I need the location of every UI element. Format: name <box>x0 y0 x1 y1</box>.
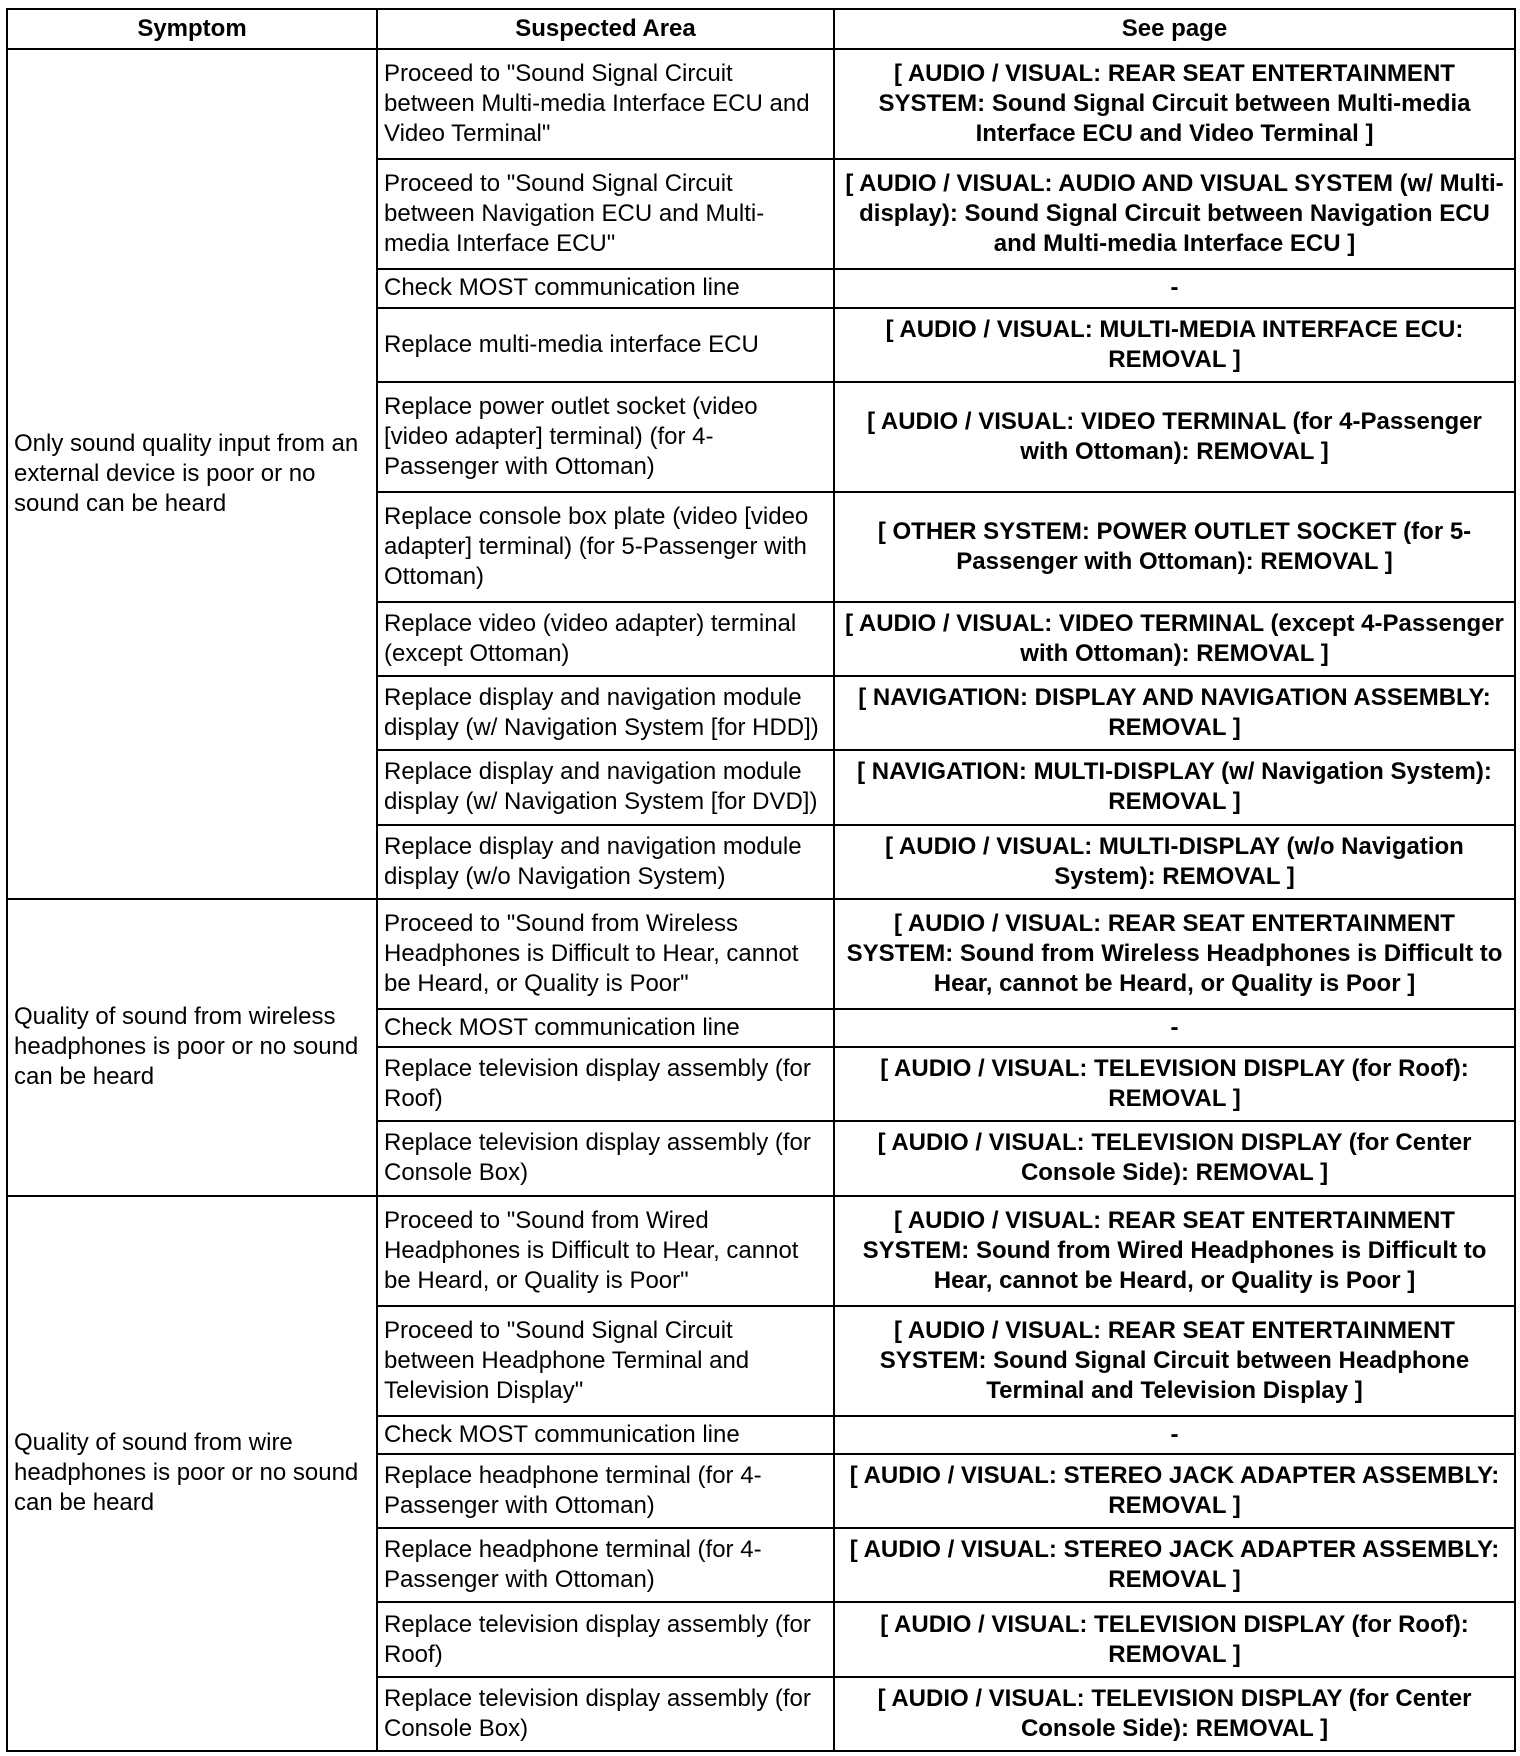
suspected-area-cell: Replace video (video adapter) terminal (except Ottoman) <box>377 602 834 676</box>
symptom-cell: Quality of sound from wire headphones is poor or no sound can be heard <box>7 1196 377 1751</box>
see-page-cell: [ AUDIO / VISUAL: TELEVISION DISPLAY (for Center Console Side): REMOVAL ] <box>834 1677 1515 1751</box>
see-page-cell: [ AUDIO / VISUAL: VIDEO TERMINAL (except 4-Passenger with Ottoman): REMOVAL ] <box>834 602 1515 676</box>
header-symptom: Symptom <box>7 9 377 49</box>
table-row <box>7 899 1515 1009</box>
suspected-area-cell: Replace display and navigation module display (w/o Navigation System) <box>377 825 834 899</box>
see-page-cell: [ AUDIO / VISUAL: MULTI-DISPLAY (w/o Navigation System): REMOVAL ] <box>834 825 1515 899</box>
see-page-cell: [ AUDIO / VISUAL: VIDEO TERMINAL (for 4-Passenger with Ottoman): REMOVAL ] <box>834 382 1515 492</box>
suspected-area-cell: Proceed to "Sound Signal Circuit between Multi-media Interface ECU and Video Terminal" <box>377 49 834 159</box>
suspected-area-cell: Replace television display assembly (for Roof) <box>377 1602 834 1676</box>
suspected-area-cell: Check MOST communication line <box>377 1416 834 1454</box>
suspected-area-cell: Replace power outlet socket (video [video adapter] terminal) (for 4-Passenger with Ottoman) <box>377 382 834 492</box>
suspected-area-cell: Check MOST communication line <box>377 269 834 307</box>
suspected-area-cell: Replace headphone terminal (for 4-Passenger with Ottoman) <box>377 1454 834 1528</box>
see-page-cell: [ AUDIO / VISUAL: TELEVISION DISPLAY (for Roof): REMOVAL ] <box>834 1047 1515 1121</box>
see-page-cell: [ NAVIGATION: DISPLAY AND NAVIGATION ASSEMBLY: REMOVAL ] <box>834 676 1515 750</box>
see-page-cell: [ AUDIO / VISUAL: MULTI-MEDIA INTERFACE ECU: REMOVAL ] <box>834 308 1515 382</box>
see-page-cell: [ AUDIO / VISUAL: TELEVISION DISPLAY (for Center Console Side): REMOVAL ] <box>834 1121 1515 1195</box>
see-page-cell: [ AUDIO / VISUAL: REAR SEAT ENTERTAINMENT SYSTEM: Sound from Wireless Headphones is Difficult to Hear, cannot be Heard, or Quality is Poor ] <box>834 899 1515 1009</box>
header-suspected-area: Suspected Area <box>377 9 834 49</box>
see-page-cell: [ OTHER SYSTEM: POWER OUTLET SOCKET (for 5-Passenger with Ottoman): REMOVAL ] <box>834 492 1515 602</box>
header-row <box>7 9 1515 49</box>
see-page-cell: - <box>834 269 1515 307</box>
see-page-cell: [ AUDIO / VISUAL: STEREO JACK ADAPTER ASSEMBLY: REMOVAL ] <box>834 1454 1515 1528</box>
suspected-area-cell: Proceed to "Sound Signal Circuit between Navigation ECU and Multi-media Interface ECU" <box>377 159 834 269</box>
see-page-cell: [ AUDIO / VISUAL: REAR SEAT ENTERTAINMENT SYSTEM: Sound from Wired Headphones is Difficult to Hear, cannot be Heard, or Quality is Poor ] <box>834 1196 1515 1306</box>
see-page-cell: [ AUDIO / VISUAL: STEREO JACK ADAPTER ASSEMBLY: REMOVAL ] <box>834 1528 1515 1602</box>
see-page-cell: [ AUDIO / VISUAL: AUDIO AND VISUAL SYSTEM (w/ Multi-display): Sound Signal Circuit between Navigation ECU and Multi-media Interface ECU ] <box>834 159 1515 269</box>
see-page-cell: [ AUDIO / VISUAL: REAR SEAT ENTERTAINMENT SYSTEM: Sound Signal Circuit between Headphone Terminal and Television Display ] <box>834 1306 1515 1416</box>
see-page-cell: - <box>834 1009 1515 1047</box>
suspected-area-cell: Replace display and navigation module display (w/ Navigation System [for HDD]) <box>377 676 834 750</box>
suspected-area-cell: Proceed to "Sound Signal Circuit between Headphone Terminal and Television Display" <box>377 1306 834 1416</box>
table-row <box>7 1196 1515 1306</box>
table-row <box>7 49 1515 159</box>
suspected-area-cell: Replace multi-media interface ECU <box>377 308 834 382</box>
suspected-area-cell: Proceed to "Sound from Wireless Headphones is Difficult to Hear, cannot be Heard, or Quality is Poor" <box>377 899 834 1009</box>
suspected-area-cell: Replace television display assembly (for Console Box) <box>377 1677 834 1751</box>
see-page-cell: [ AUDIO / VISUAL: REAR SEAT ENTERTAINMENT SYSTEM: Sound Signal Circuit between Multi-media Interface ECU and Video Terminal ] <box>834 49 1515 159</box>
symptom-cell: Quality of sound from wireless headphones is poor or no sound can be heard <box>7 899 377 1196</box>
suspected-area-cell: Replace console box plate (video [video adapter] terminal) (for 5-Passenger with Ottoman) <box>377 492 834 602</box>
trouble-table <box>6 8 1516 1752</box>
see-page-cell: [ NAVIGATION: MULTI-DISPLAY (w/ Navigation System): REMOVAL ] <box>834 750 1515 824</box>
suspected-area-cell: Replace display and navigation module display (w/ Navigation System [for DVD]) <box>377 750 834 824</box>
see-page-cell: - <box>834 1416 1515 1454</box>
suspected-area-cell: Replace television display assembly (for Roof) <box>377 1047 834 1121</box>
suspected-area-cell: Replace headphone terminal (for 4-Passenger with Ottoman) <box>377 1528 834 1602</box>
symptom-cell: Only sound quality input from an external device is poor or no sound can be heard <box>7 49 377 899</box>
suspected-area-cell: Proceed to "Sound from Wired Headphones is Difficult to Hear, cannot be Heard, or Quality is Poor" <box>377 1196 834 1306</box>
see-page-cell: [ AUDIO / VISUAL: TELEVISION DISPLAY (for Roof): REMOVAL ] <box>834 1602 1515 1676</box>
suspected-area-cell: Check MOST communication line <box>377 1009 834 1047</box>
header-see-page: See page <box>834 9 1515 49</box>
suspected-area-cell: Replace television display assembly (for Console Box) <box>377 1121 834 1195</box>
